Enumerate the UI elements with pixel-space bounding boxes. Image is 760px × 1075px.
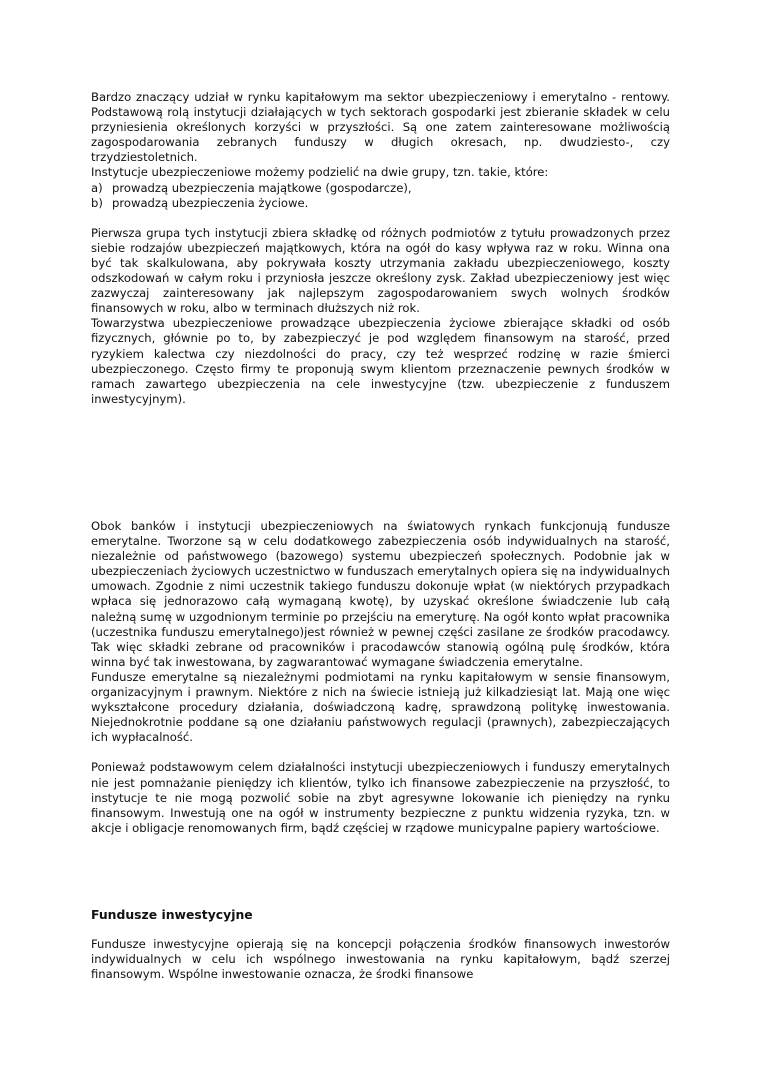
list-item-text: prowadzą ubezpieczenia majątkowe (gospodarcze), bbox=[112, 180, 412, 195]
paragraph-first-group: Pierwsza grupa tych instytucji zbiera składkę od różnych podmiotów z tytułu prowadzonych przez siebie rodzajów ubezpieczeń majątkowych, która na ogół do kasy wpływa raz w roku. Winna ona być tak skalkulowana, aby pokrywała koszty utrzymania zakładu ubezpieczeniowego, koszty odszkodowań w całym roku i przyniosła jeszcze określony zysk. Zakład ubezpieczeniowy jest więc zazwyczaj zainteresowany jak najlepszym zagospodarowaniem swych wolnych środków finansowych w roku, albo w terminach dłuższych niż rok. bbox=[91, 225, 670, 316]
paragraph-intro: Bardzo znaczący udział w rynku kapitałowym ma sektor ubezpieczeniowy i emerytalno - rentowy. Podstawową rolą instytucji działających w tych sektorach gospodarki jest zbieranie składek w celu przyniesienia określonych korzyści w przyszłości. Są one zatem zainteresowane możliwością zagospodarowania zebranych funduszy w długich okresach, np. dwudziesto-, czy trzydziestoletnich. bbox=[91, 90, 670, 165]
list-marker: b) bbox=[91, 195, 103, 210]
paragraph-groups-intro: Instytucje ubezpieczeniowe możemy podzielić na dwie grupy, tzn. takie, które: bbox=[91, 165, 549, 180]
section-investment-funds bbox=[91, 937, 670, 982]
insurance-groups-list bbox=[91, 181, 670, 211]
list-marker: a) bbox=[91, 180, 103, 195]
section-heading: Fundusze inwestycyjne bbox=[91, 907, 253, 922]
paragraph-life-insurance: Towarzystwa ubezpieczeniowe prowadzące ubezpieczenia życiowe zbierające składki od osób fizycznych, głównie po to, by zabezpieczyć je pod względem finansowym na starość, przed ryzykiem kalectwa czy niezdolności do pracy, czy też wesprzeć rodzinę w razie śmierci ubezpieczonego. Często firmy te proponują swym klientom przeznaczenie pewnych środków w ramach zawartego ubezpieczenia na cele inwestycyjne (tzw. ubezpieczenie z funduszem inwestycyjnym). bbox=[91, 316, 670, 406]
paragraph-pension-funds: Obok banków i instytucji ubezpieczeniowych na światowych rynkach funkcjonują fundusze emerytalne. Tworzone są w celu dodatkowego zabezpieczenia osób indywidualnych na starość, niezależnie od państwowego (bazowego) systemu ubezpieczeń społecznych. Podobnie jak w ubezpieczeniach życiowych uczestnictwo w funduszach emerytalnych opiera się na indywidualnych umowach. Zgodnie z nimi uczestnik takiego funduszu dokonuje wpłat (w niektórych przypadkach wpłaca się jednorazowo całą wymaganą kwotę), by uzyskać określone świadczenie lub całą należną sumę w uzgodnionym terminie po przejściu na emeryturę. Na ogół konto wpłat pracownika (uczestnika funduszu emerytalnego)jest również w pewnej części zasilane ze środków pracodawcy. Tak więc składki zebrane od pracowników i pracodawców stanowią ogólną pulę środków, która winna być tak inwestowana, by zagwarantować wymagane świadczenia emerytalne. bbox=[91, 519, 670, 669]
paragraph-investment-funds: Fundusze inwestycyjne opierają się na koncepcji połączenia środków finansowych inwestorów indywidualnych w celu ich wspólnego inwestowania na rynku kapitałowym, bądź szerzej finansowym. Wspólne inwestowanie oznacza, że środki finansowe bbox=[91, 937, 670, 982]
paragraph-investment-goal: Ponieważ podstawowym celem działalności instytucji ubezpieczeniowych i funduszy emerytalnych nie jest pomnażanie pieniędzy ich klientów, tylko ich finansowe zabezpieczenie na przyszłość, to instytucje te nie mogą pozwolić sobie na zbyt agresywne lokowanie ich pieniędzy na rynku finansowym. Inwestują one na ogół w instrumenty bezpieczne z punktu widzenia ryzyka, tzn. w akcje i obligacje renomowanych firm, bądź częściej w rządowe municypalne papiery wartościowe. bbox=[91, 760, 670, 835]
section-pension-funds bbox=[91, 519, 670, 836]
section-insurance bbox=[91, 90, 670, 407]
list-item bbox=[91, 196, 670, 211]
list-item-text: prowadzą ubezpieczenia życiowe. bbox=[112, 195, 309, 210]
paragraph-independent-entities: Fundusze emerytalne są niezależnymi podmiotami na rynku kapitałowym w sensie finansowym, organizacyjnym i prawnym. Niektóre z nich na świecie istnieją już kilkadziesiąt lat. Mają one więc wykształcone procedury działania, doświadczoną kadrę, sprawdzoną politykę inwestowania. Niejednokrotnie poddane są one działaniu państwowych regulacji (prawnych), zabezpieczających ich wypłacalność. bbox=[91, 669, 670, 745]
list-item bbox=[91, 181, 670, 196]
